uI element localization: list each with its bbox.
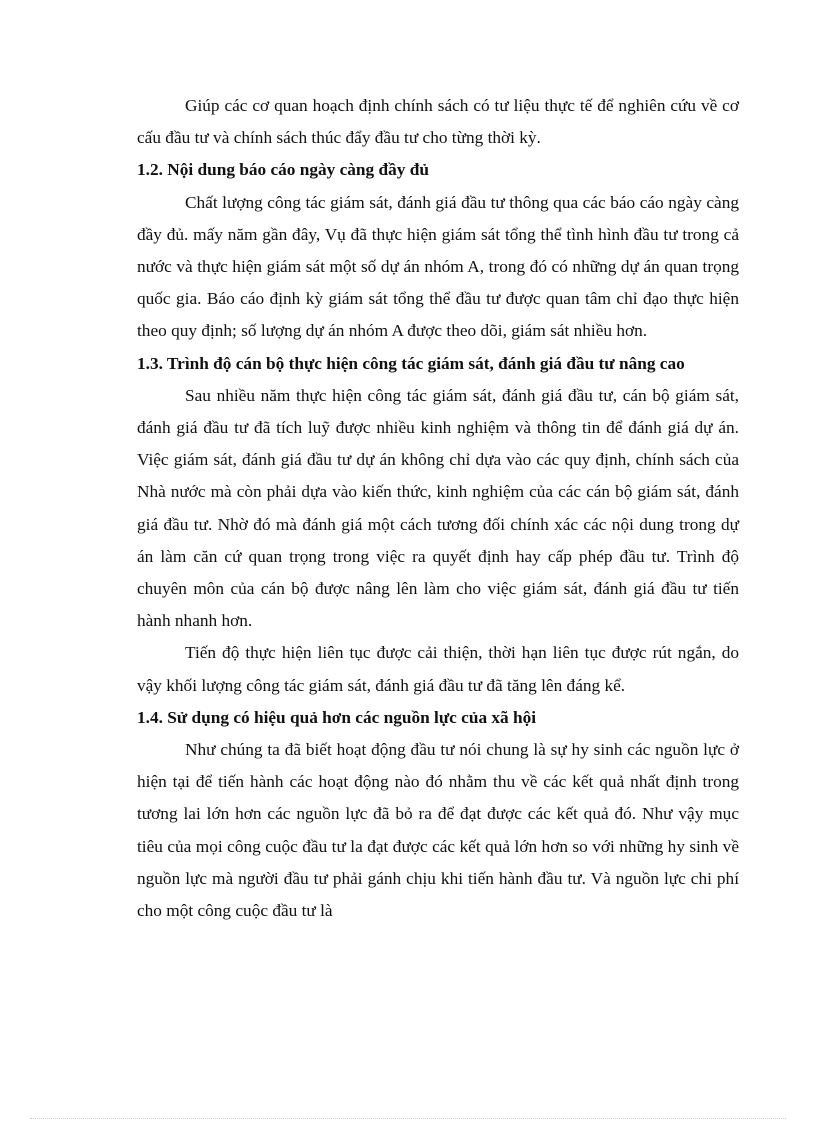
page-bottom-divider <box>30 1118 786 1119</box>
paragraph-resources: Như chúng ta đã biết hoạt động đầu tư nói chung là sự hy sinh các nguồn lực ở hiện tại để tiến hành các hoạt động nào đó nhằm thu về các kết quả nhất định trong tương lai lớn hơn các nguồn lực đã bỏ ra để đạt được các kết quả đó. Như vậy mục tiêu của mọi công cuộc đầu tư la đạt được các kết quả lớn hơn so với những hy sinh về nguồn lực mà người đầu tư phải gánh chịu khi tiến hành đầu tư. Và nguồn lực chi phí cho một công cuộc đầu tư là <box>137 740 739 921</box>
heading-1-4: 1.4. Sử dụng có hiệu quả hơn các nguồn lực của xã hội <box>137 707 537 727</box>
paragraph-report-content: Chất lượng công tác giám sát, đánh giá đầu tư thông qua các báo cáo ngày càng đầy đủ. mấy năm gần đây, Vụ đã thực hiện giám sát tổng thể tình hình đầu tư trong cả nước và thực hiện giám sát một số dự án nhóm A, trong đó có những dự án quan trọng quốc gia. Báo cáo định kỳ giám sát tổng thể đầu tư được quan tâm chỉ đạo thực hiện theo quy định; số lượng dự án nhóm A được theo dõi, giám sát nhiều hơn. <box>137 192 739 341</box>
heading-1-3: 1.3. Trình độ cán bộ thực hiện công tác giám sát, đánh giá đầu tư nâng cao <box>137 353 685 373</box>
document-page <box>137 90 739 927</box>
paragraph-progress: Tiến độ thực hiện liên tục được cải thiện, thời hạn liên tục được rút ngắn, do vậy khối lượng công tác giám sát, đánh giá đầu tư đã tăng lên đáng kể. <box>137 643 739 695</box>
paragraph-staff-qualification: Sau nhiều năm thực hiện công tác giám sát, đánh giá đầu tư, cán bộ giám sát, đánh giá đầu tư đã tích luỹ được nhiều kinh nghiệm và thông tin để đánh giá dự án. Việc giám sát, đánh giá đầu tư dự án không chỉ dựa vào các quy định, chính sách của Nhà nước mà còn phải dựa vào kiến thức, kinh nghiệm của các cán bộ giám sát, đánh giá đầu tư. Nhờ đó mà đánh giá một cách tương đối chính xác các nội dung trong dự án làm căn cứ quan trọng trong việc ra quyết định hay cấp phép đầu tư. Trình độ chuyên môn của cán bộ được nâng lên làm cho việc giám sát, đánh giá đầu tư tiến hành nhanh hơn. <box>137 385 739 631</box>
paragraph-policy-data: Giúp các cơ quan hoạch định chính sách có tư liệu thực tế để nghiên cứu về cơ cấu đầu tư và chính sách thúc đẩy đầu tư cho từng thời kỳ. <box>137 96 739 148</box>
heading-1-2: 1.2. Nội dung báo cáo ngày càng đầy đủ <box>137 160 429 180</box>
